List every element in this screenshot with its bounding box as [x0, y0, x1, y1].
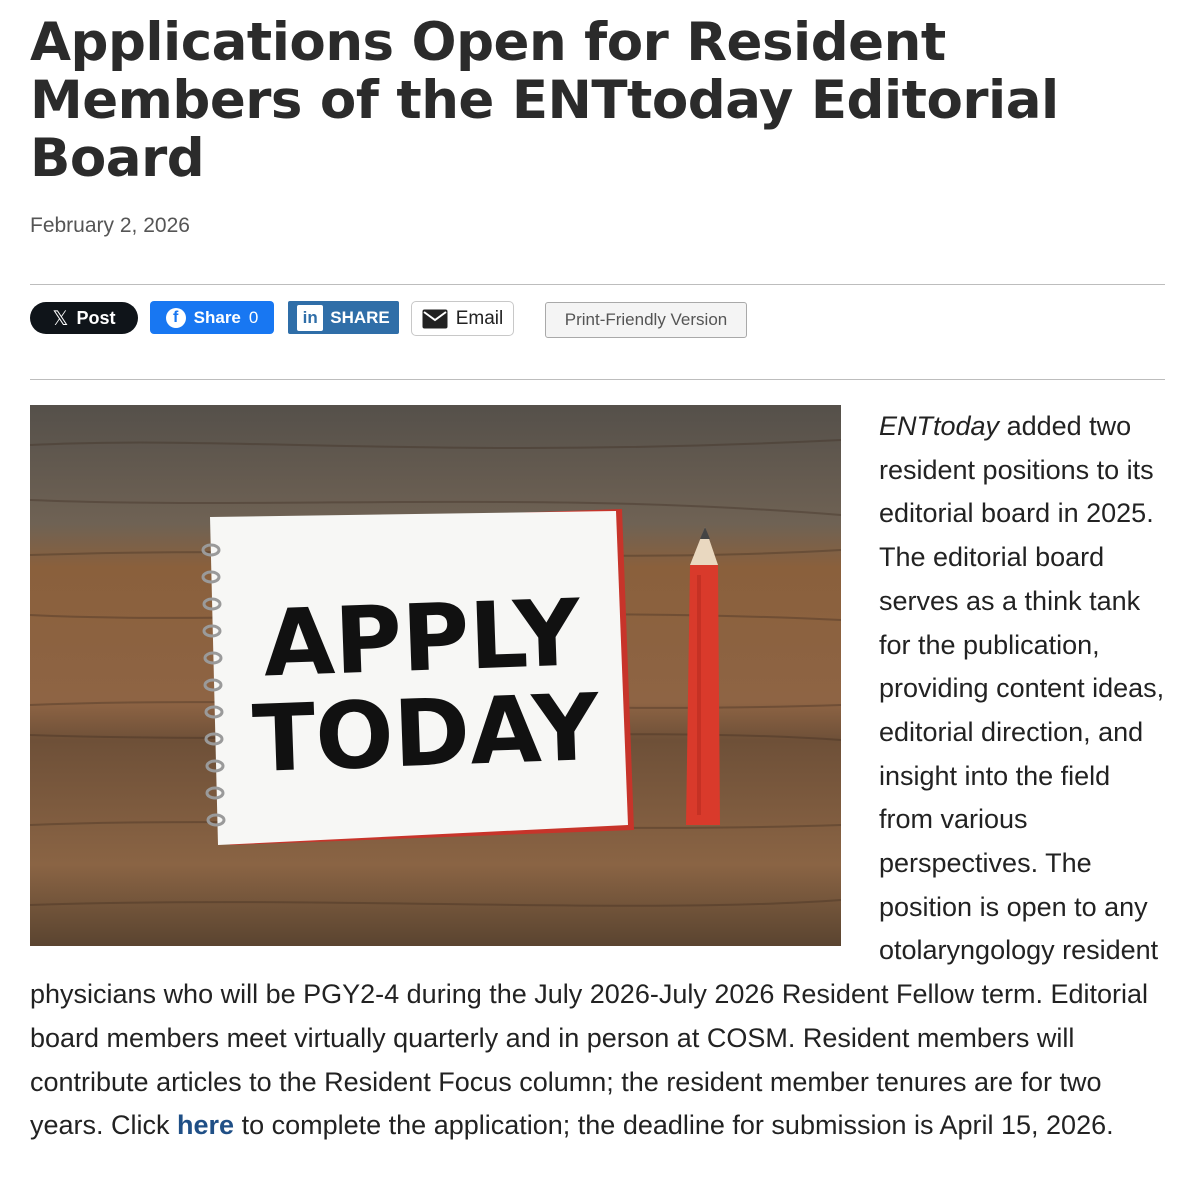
linkedin-icon: in	[297, 305, 323, 331]
image-text-today: TODAY	[250, 673, 601, 794]
x-logo-icon: 𝕏	[52, 307, 69, 330]
divider-bottom	[30, 379, 1165, 380]
facebook-share-count: 0	[248, 307, 259, 327]
facebook-icon: f	[166, 308, 186, 328]
application-link[interactable]: here	[177, 1110, 235, 1141]
apply-today-image	[30, 405, 841, 946]
x-post-label: Post	[76, 307, 116, 328]
publication-name: ENTtoday	[879, 411, 1000, 441]
email-label: Email	[455, 307, 504, 329]
x-post-button[interactable]	[30, 302, 138, 334]
apply-today-illustration	[30, 405, 841, 946]
article-body	[30, 405, 1165, 1148]
linkedin-share-button[interactable]	[288, 301, 399, 334]
article-text-part2: to complete the application; the deadline for submission is April 15, 2026.	[234, 1110, 1114, 1141]
facebook-share-button[interactable]	[150, 301, 274, 334]
email-share-button[interactable]	[411, 301, 514, 336]
print-friendly-button[interactable]: Print-Friendly Version	[545, 302, 747, 338]
divider-top	[30, 284, 1165, 285]
envelope-icon	[422, 309, 448, 329]
image-text-apply: APPLY	[261, 579, 583, 698]
page-title: Applications Open for Resident Members of the ENTtoday Editorial Board	[30, 12, 1059, 189]
linkedin-share-label: SHARE	[330, 307, 390, 327]
facebook-share-label: Share	[193, 307, 241, 327]
article-text-part1: added two resident positions to its editorial board in 2025. The editorial board serves as a think tank for the publication, providing content ideas, editorial direction, and insight into the field from various perspectives. The position is open to any otolaryngology resident physicians who will be PGY2-4 during the July 2026-July 2026 Resident Fellow term. Editorial board members meet virtually quarterly and in person at COSM. Resident members will contribute articles to the Resident Focus column; the resident member tenures are for two years. Click	[30, 411, 1165, 1141]
article-date: February 2, 2026	[30, 214, 190, 237]
